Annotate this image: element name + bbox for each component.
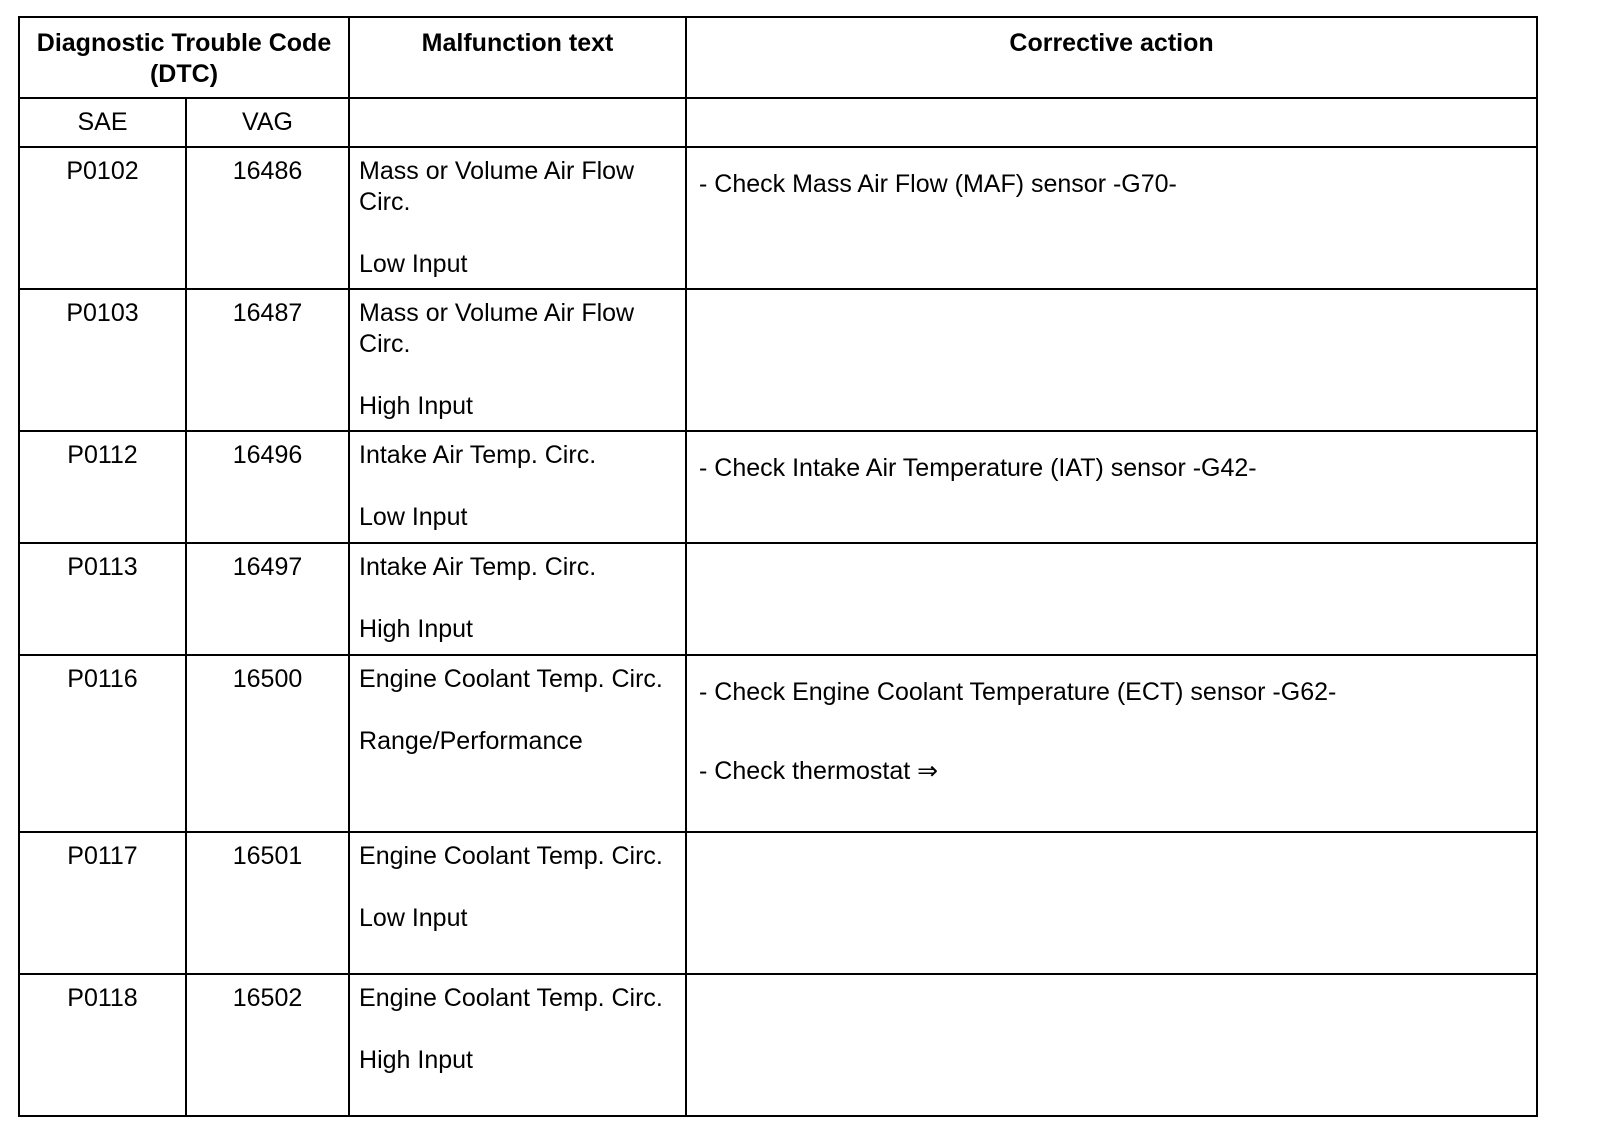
- malfunction-cell: [349, 147, 686, 289]
- table-row: [19, 431, 1537, 543]
- sae-code: P0116: [19, 655, 186, 832]
- corrective-action-cell: [686, 655, 1537, 832]
- corrective-action-cell: [686, 974, 1537, 1116]
- corrective-action-cell: [686, 543, 1537, 655]
- vag-code: 16487: [186, 289, 349, 431]
- subheader-row: [19, 98, 1537, 147]
- table-row: [19, 655, 1537, 832]
- corrective-action-step-link[interactable]: - Check thermostat ⇒: [699, 757, 939, 785]
- malfunction-condition: Low Input: [359, 503, 468, 531]
- vag-code: 16501: [186, 832, 349, 974]
- sae-code: P0113: [19, 543, 186, 655]
- malfunction-cell: [349, 431, 686, 543]
- header-dtc: Diagnostic Trouble Code (DTC): [19, 17, 349, 98]
- corrective-action-cell: [686, 289, 1537, 431]
- vag-code: 16486: [186, 147, 349, 289]
- vag-code: 16497: [186, 543, 349, 655]
- table-row: [19, 543, 1537, 655]
- sae-code: P0117: [19, 832, 186, 974]
- corrective-action-step: - Check Intake Air Temperature (IAT) sensor -G42-: [699, 454, 1257, 482]
- malfunction-condition: Range/Performance: [359, 727, 583, 755]
- malfunction-cell: [349, 832, 686, 974]
- sae-code: P0103: [19, 289, 186, 431]
- malfunction-cell: [349, 543, 686, 655]
- subheader-empty-action: [686, 98, 1537, 147]
- table-row: [19, 147, 1537, 289]
- dtc-table: [18, 16, 1538, 1117]
- corrective-action-cell: [686, 431, 1537, 543]
- malfunction-text: Engine Coolant Temp. Circ.: [359, 984, 663, 1012]
- sae-code: P0112: [19, 431, 186, 543]
- malfunction-text: Engine Coolant Temp. Circ.: [359, 665, 663, 693]
- subheader-vag: VAG: [186, 98, 349, 147]
- malfunction-text: Mass or Volume Air Flow Circ.: [359, 299, 635, 358]
- corrective-action-step: - Check Engine Coolant Temperature (ECT) sensor -G62-: [699, 678, 1337, 706]
- header-malfunction-text: Malfunction text: [349, 17, 686, 98]
- malfunction-text: Mass or Volume Air Flow Circ.: [359, 157, 635, 216]
- vag-code: 16496: [186, 431, 349, 543]
- malfunction-condition: High Input: [359, 615, 473, 643]
- subheader-sae: SAE: [19, 98, 186, 147]
- sae-code: P0118: [19, 974, 186, 1116]
- malfunction-condition: Low Input: [359, 250, 468, 278]
- corrective-action-step: - Check Mass Air Flow (MAF) sensor -G70-: [699, 170, 1177, 198]
- vag-code: 16500: [186, 655, 349, 832]
- malfunction-condition: Low Input: [359, 904, 468, 932]
- sae-code: P0102: [19, 147, 186, 289]
- header-row: [19, 17, 1537, 98]
- subheader-empty-malfunction: [349, 98, 686, 147]
- table-row: [19, 832, 1537, 974]
- malfunction-cell: [349, 974, 686, 1116]
- corrective-action-cell: [686, 832, 1537, 974]
- vag-code: 16502: [186, 974, 349, 1116]
- malfunction-cell: [349, 655, 686, 832]
- table-row: [19, 974, 1537, 1116]
- corrective-action-cell: [686, 147, 1537, 289]
- malfunction-text: Engine Coolant Temp. Circ.: [359, 842, 663, 870]
- malfunction-condition: High Input: [359, 392, 473, 420]
- header-corrective-action: Corrective action: [686, 17, 1537, 98]
- malfunction-text: Intake Air Temp. Circ.: [359, 441, 597, 469]
- malfunction-condition: High Input: [359, 1046, 473, 1074]
- table-row: [19, 289, 1537, 431]
- malfunction-cell: [349, 289, 686, 431]
- malfunction-text: Intake Air Temp. Circ.: [359, 553, 597, 581]
